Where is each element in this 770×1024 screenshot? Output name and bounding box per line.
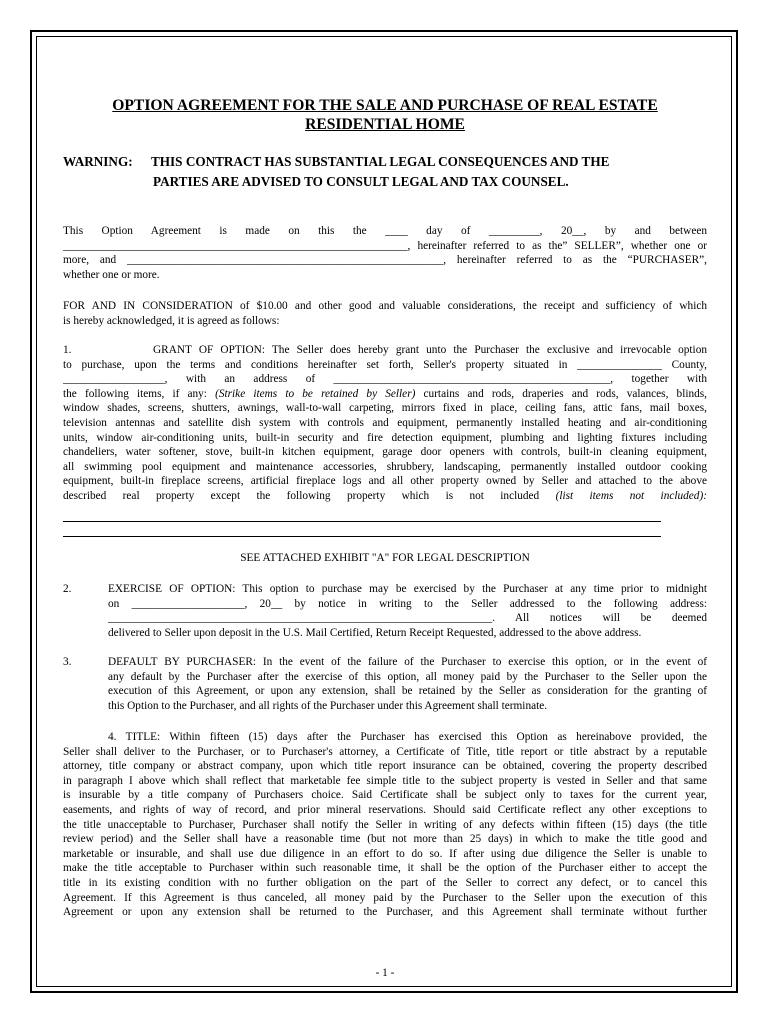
s1-line: all swimming pool equipment and maintenance accessories, shrubbery, landscaping, permanently installed outdoor cooking <box>63 460 707 473</box>
section-4-title <box>63 730 707 920</box>
title-line-1: OPTION AGREEMENT FOR THE SALE AND PURCHASE OF REAL ESTATE <box>112 97 658 114</box>
intro-line: _____________________________________________________________, hereinafter referred to as the” SELLER”, whether one or <box>63 239 707 252</box>
s4-line: in paragraph I above which shall reflect that marketable fee simple title to the subject property is vested in Seller and that same <box>63 774 707 787</box>
s2-line: on ____________________, 20__ by notice in writing to the Seller addressed to the following address: <box>108 597 707 610</box>
intro-line: more, and ________________________________________________________, hereinafter referred to as the “PURCHASER”, <box>63 254 707 267</box>
s4-line: review period) and the Seller shall have a reasonable time (but not more than 25 days) in which to make the title good and <box>63 833 707 846</box>
s4-line: is insurable by a title company of Purchasers choice. Said Certificate shall be subject only to taxes for the current year, <box>63 789 707 802</box>
page-number: - 1 - <box>375 967 395 979</box>
s2-line: ____________________________________________________________________. All notices will be deemed <box>108 612 707 625</box>
s1-line: the following items, if any: <box>63 387 216 400</box>
s1-line: to purchase, upon the terms and conditions hereinafter set forth, Seller's property situated in _______________ County, <box>63 358 707 371</box>
intro-paragraph <box>63 224 707 282</box>
s1-line: described real property except the following property which is not included <box>63 489 556 502</box>
s4-line: marketable or insurable, and shall use due diligence in an effort to do so. If after using due diligence the Seller is unable to <box>63 847 707 860</box>
s1-italic-note: (Strike items to be retained by Seller) <box>215 387 416 400</box>
s4-line: title in its existing condition with no further obligation on the part of the Seller to correct any defect, or to cancel this <box>63 876 707 889</box>
consideration-line: FOR AND IN CONSIDERATION of $10.00 and other good and valuable considerations, the receipt and sufficiency of which <box>63 300 707 312</box>
s4-line: attorney, title company or abstract company, upon which title report insurance can be obtained, covering the property described <box>63 760 707 773</box>
s1-line: GRANT OF OPTION: The Seller does hereby grant unto the Purchaser the exclusive and irrevocable option <box>153 344 707 356</box>
s1-line: __________________, with an address of _________________________________________________, together with <box>63 373 707 386</box>
document-title <box>63 96 707 134</box>
warning-block <box>63 152 707 192</box>
intro-line: This Option Agreement is made on this the ____ day of _________, 20__, by and between <box>63 225 707 237</box>
s1-line: window shades, screens, shutters, awnings, wall-to-wall carpeting, mirrors fixed in place, ceiling fans, attic fans, mail boxes, <box>63 402 707 415</box>
consideration-paragraph <box>63 299 707 328</box>
s4-line: Seller shall deliver to the Purchaser, or to Purchaser's attorney, a Certificate of Title, title report or title abstract by a reputable <box>63 745 707 758</box>
s2-line: EXERCISE OF OPTION: This option to purchase may be exercised by the Purchaser at any time prior to midnight <box>108 583 707 595</box>
s4-line: make the title acceptable to Purchaser within such reasonable time, it shall be the option of the Purchaser either to accept the <box>63 862 707 875</box>
section-number: 1. <box>63 344 72 356</box>
s4-line: Agreement. If this Agreement is thus canceled, all money paid by the Purchaser to the Seller upon the execution of this <box>63 891 707 904</box>
intro-line: whether one or more. <box>63 268 160 281</box>
s3-line: DEFAULT BY PURCHASER: In the event of the failure of the Purchaser to exercise this option, or in the event of <box>108 656 707 668</box>
blank-line <box>63 521 661 522</box>
blank-line <box>63 536 661 537</box>
s1-line: television antennas and satellite dish system with controls and equipment, permanently installed heating and air-conditioning <box>63 416 707 429</box>
s4-line: 4. TITLE: Within fifteen (15) days after the Purchaser has exercised this Option as hereinabove provided, the <box>108 731 707 743</box>
s1-line: units, window air-conditioning units, built-in security and fire detection equipment, plumbing and lighting fixtures including <box>63 431 707 444</box>
warning-line-2: PARTIES ARE ADVISED TO CONSULT LEGAL AND TAX COUNSEL. <box>153 174 569 189</box>
warning-label: WARNING: <box>63 154 133 169</box>
s4-line: easements, and rights of way of record, and prior mineral reservations. Should said Certificate reflect any other exceptions to <box>63 803 707 816</box>
s1-italic-note: (list items not included): <box>555 489 707 502</box>
consideration-line: is hereby acknowledged, it is agreed as follows: <box>63 314 280 327</box>
s1-line: equipment, built-in fireplace screens, artificial fireplace logs and all other property owned by Seller and attached to the above <box>63 475 707 488</box>
s1-line: curtains and rods, draperies and rods, valances, blinds, <box>415 387 707 400</box>
section-number: 2. <box>63 583 72 595</box>
section-number: 3. <box>63 656 72 668</box>
s2-line: delivered to Seller upon deposit in the U.S. Mail Certified, Return Receipt Requested, addressed to the above address. <box>108 626 642 639</box>
s4-line: Agreement or upon any extension shall be returned to the Purchaser, and this Agreement shall terminate without further <box>63 906 707 919</box>
section-2-exercise-of-option <box>63 582 707 640</box>
s4-line: the title unacceptable to Purchaser, Purchaser shall notify the Seller in writing of any defects within fifteen (15) days (the title <box>63 818 707 831</box>
s1-line: chandeliers, water softener, stove, built-in kitchen equipment, garage door openers with controls, built-in cleaning equipment, <box>63 446 707 459</box>
section-1-grant-of-option <box>63 343 707 504</box>
s3-line: execution of this Agreement, or upon any extension, shall be retained by the Seller as consideration for the granting of <box>108 685 707 698</box>
title-line-2: RESIDENTIAL HOME <box>305 116 465 133</box>
warning-line-1: THIS CONTRACT HAS SUBSTANTIAL LEGAL CONSEQUENCES AND THE <box>151 154 610 169</box>
s3-line: this Option to the Purchaser, and all rights of the Purchaser under this Agreement shall terminate. <box>108 699 548 712</box>
exhibit-note: SEE ATTACHED EXHIBIT "A" FOR LEGAL DESCRIPTION <box>240 552 530 564</box>
section-3-default-by-purchaser <box>63 655 707 713</box>
s3-line: any default by the Purchaser after the exercise of this option, all money paid by the Purchaser to the Seller upon the <box>108 670 707 683</box>
